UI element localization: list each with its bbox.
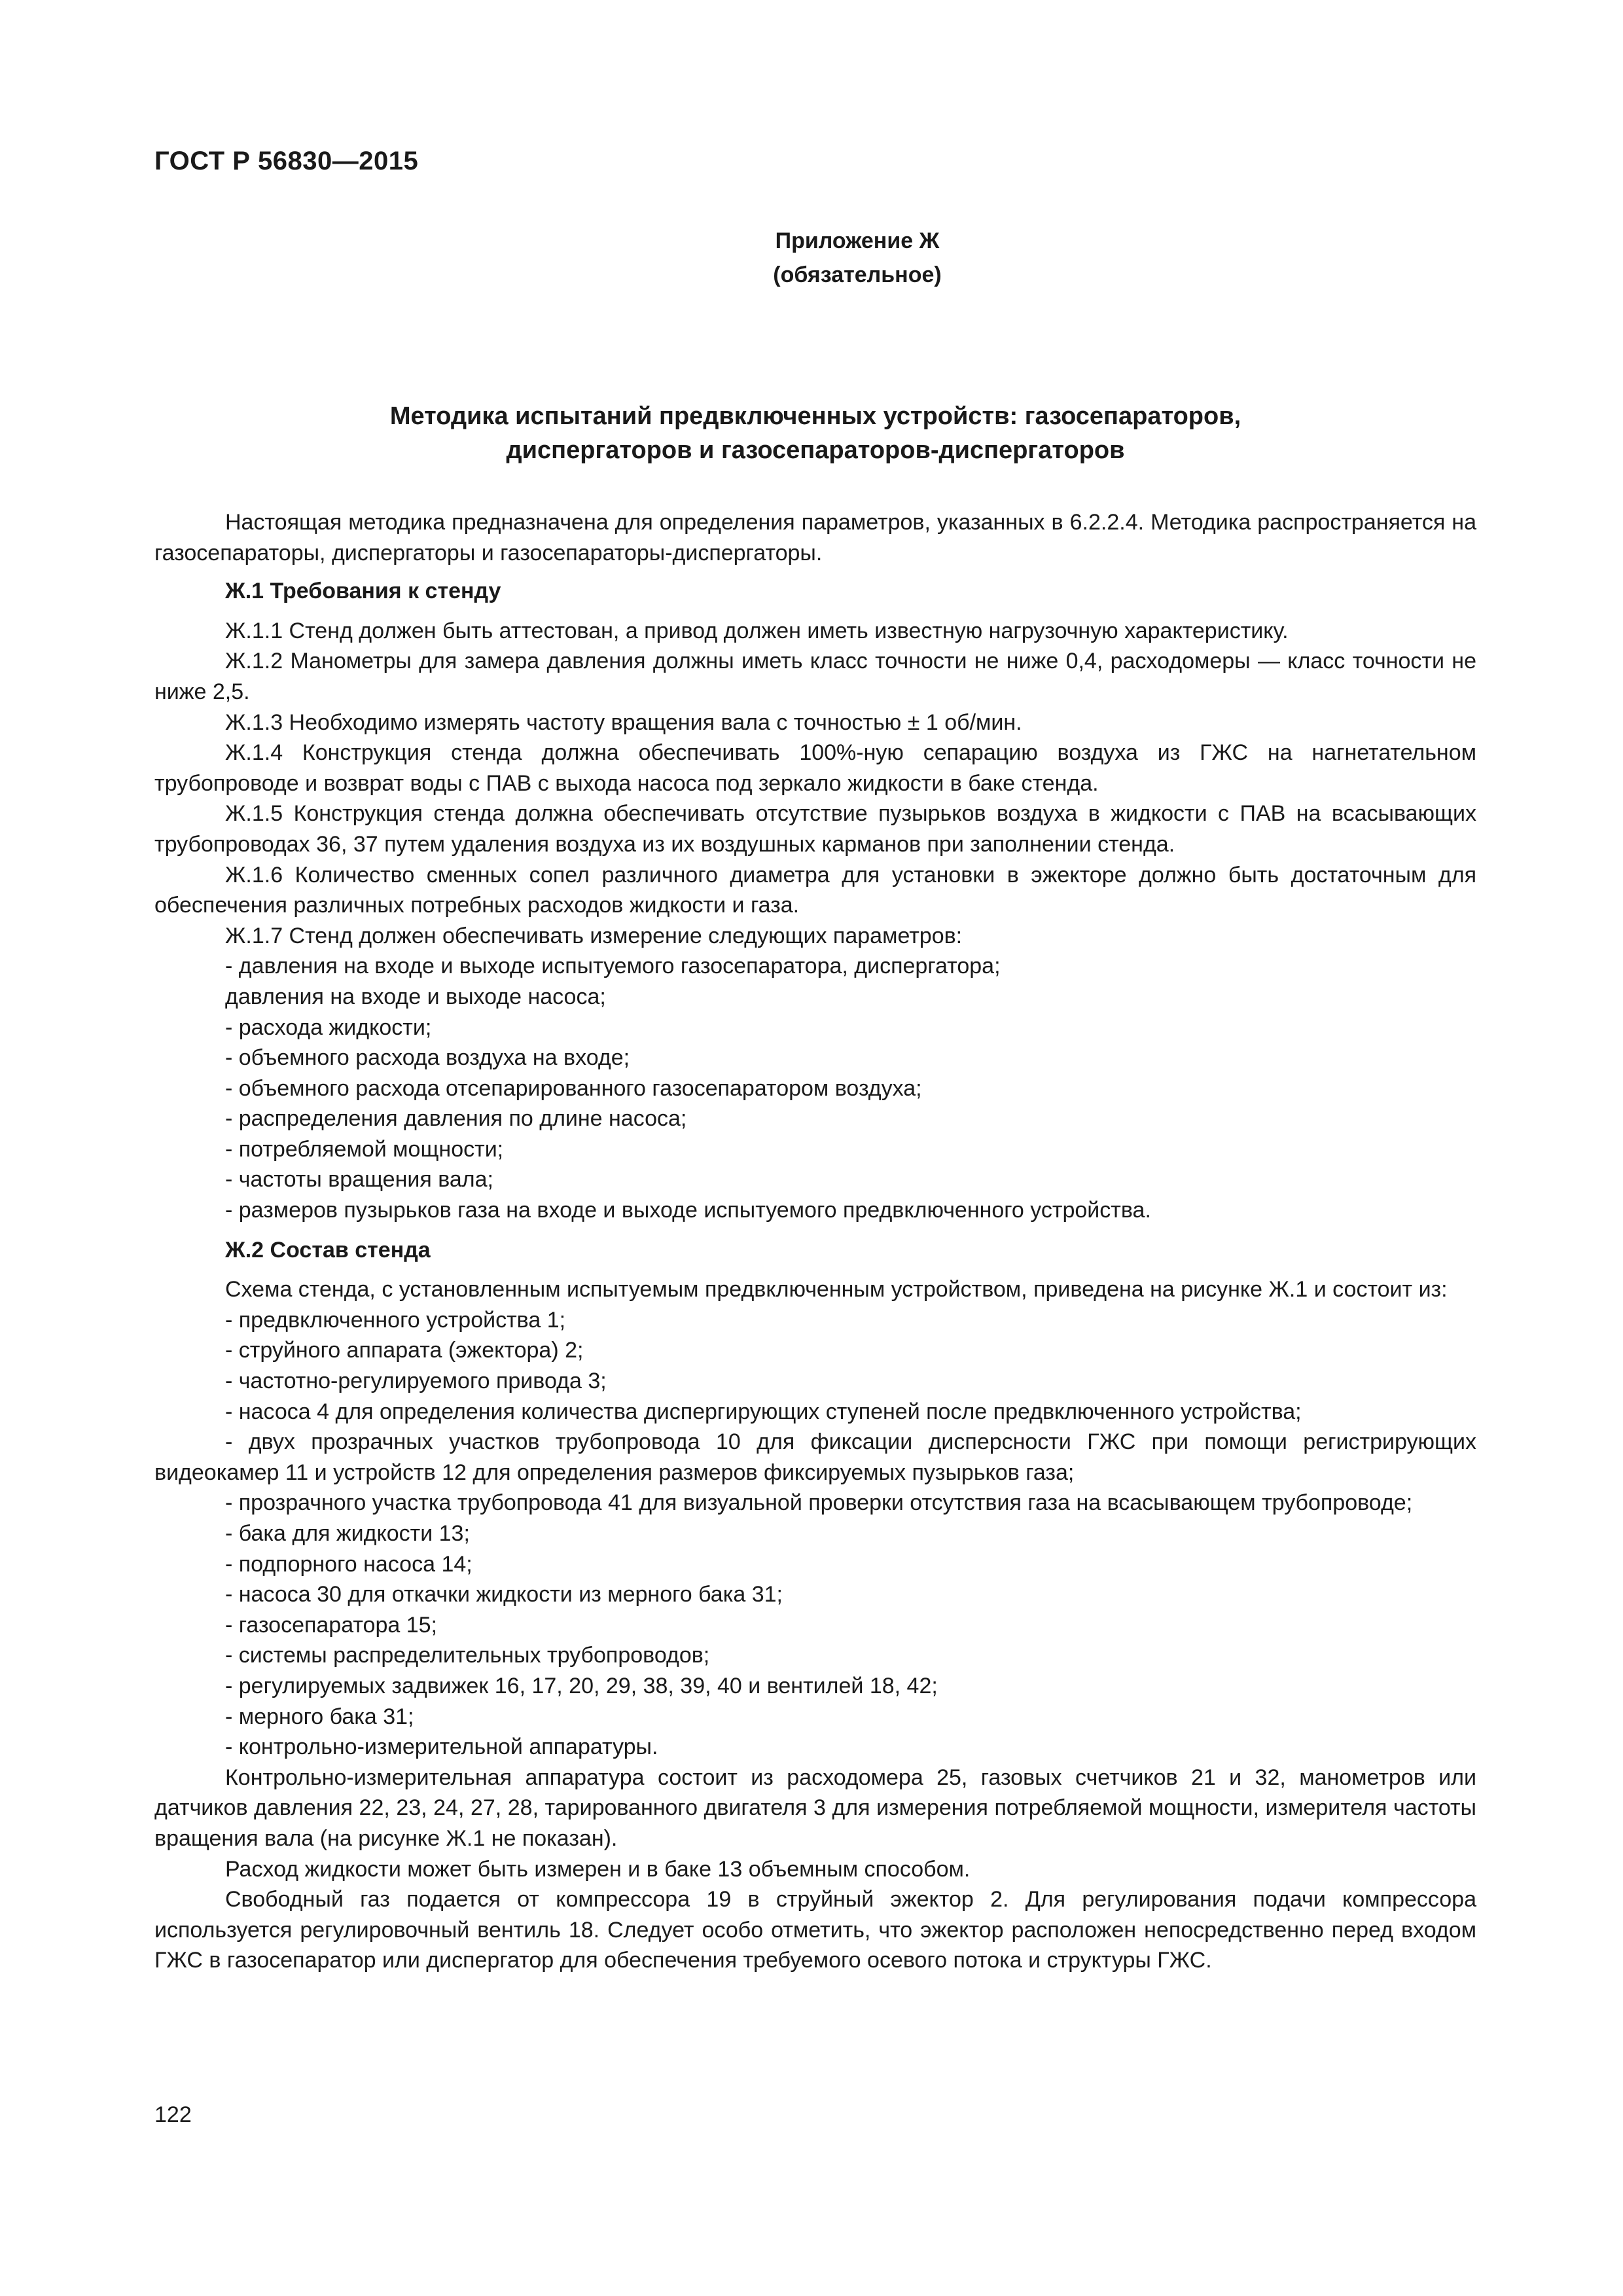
main-title-line-2: диспергаторов и газосепараторов-диспергаторов	[506, 437, 1125, 464]
clause-1-6: Ж.1.6 Количество сменных сопел различного диаметра для установки в эжекторе должно быть достаточным для обеспечения различных потребных расходов жидкости и газа.	[154, 862, 1476, 918]
list-item: - распределения давления по длине насоса;	[225, 1106, 687, 1132]
list-item: давления на входе и выходе насоса;	[225, 984, 606, 1009]
appendix-label	[0, 224, 1623, 292]
clause-1-1: Ж.1.1 Стенд должен быть аттестован, а привод должен иметь известную нагрузочную характеристику.	[225, 618, 1289, 643]
list-item: - предвключенного устройства 1;	[225, 1307, 566, 1333]
appendix-status: (обязательное)	[773, 262, 942, 287]
list-item: - бака для жидкости 13;	[225, 1521, 470, 1546]
list-item: - объемного расхода отсепарированного газосепаратором воздуха;	[225, 1075, 922, 1101]
main-title	[154, 399, 1476, 467]
list-item: - регулируемых задвижек 16, 17, 20, 29, 38, 39, 40 и вентилей 18, 42;	[225, 1673, 938, 1698]
list-item: - расхода жидкости;	[225, 1014, 432, 1040]
appendix-title: Приложение Ж	[775, 228, 940, 253]
free-gas-paragraph: Свободный газ подается от компрессора 19 в струйный эжектор 2. Для регулирования подачи компрессора используется регулировочный вентиль 18. Следует особо отметить, что эжектор расположен непосредственно перед входом ГЖС в газосепаратор или диспергатор для обеспечения требуемого осевого потока и структуры ГЖС.	[154, 1887, 1476, 1973]
flow-measurement-paragraph: Расход жидкости может быть измерен и в баке 13 объемным способом.	[225, 1856, 971, 1882]
intro-paragraph: Настоящая методика предназначена для определения параметров, указанных в 6.2.2.4. Методика распространяется на газосепараторы, диспергаторы и газосепараторы-диспергаторы.	[154, 510, 1476, 565]
components-list	[154, 1305, 1476, 1763]
list-item: - системы распределительных трубопроводов;	[225, 1643, 710, 1668]
list-item: - струйного аппарата (эжектора) 2;	[225, 1338, 584, 1363]
parameter-list	[154, 951, 1476, 1225]
clause-1-5: Ж.1.5 Конструкция стенда должна обеспечивать отсутствие пузырьков воздуха в жидкости с ПАВ на всасывающих трубопроводах 36, 37 путем удаления воздуха из их воздушных карманов при заполнении стенда.	[154, 801, 1476, 857]
document-header: ГОСТ Р 56830—2015	[154, 147, 419, 175]
section-2-heading: Ж.2 Состав стенда	[225, 1237, 431, 1263]
page-number: 122	[154, 2102, 192, 2127]
section-1-heading: Ж.1 Требования к стенду	[225, 579, 501, 604]
list-item: - размеров пузырьков газа на входе и выходе испытуемого предвключенного устройства.	[225, 1198, 1151, 1223]
list-item: - потребляемой мощности;	[225, 1136, 504, 1162]
clause-1-7: Ж.1.7 Стенд должен обеспечивать измерение следующих параметров:	[225, 923, 963, 948]
list-item: - контрольно-измерительной аппаратуры.	[225, 1734, 658, 1760]
list-item: - газосепаратора 15;	[225, 1612, 437, 1638]
list-item: - частоты вращения вала;	[225, 1167, 493, 1193]
section-2-intro: Схема стенда, с установленным испытуемым предвключенным устройством, приведена на рисунке Ж.1 и состоит из:	[225, 1277, 1448, 1302]
list-item: - двух прозрачных участков трубопровода 10 для фиксации дисперсности ГЖС при помощи регистрирующих видеокамер 11 и устройств 12 для определения размеров фиксируемых пузырьков газа;	[154, 1429, 1476, 1485]
main-title-line-1: Методика испытаний предвключенных устройств: газосепараторов,	[389, 403, 1241, 430]
list-item: - прозрачного участка трубопровода 41 для визуальной проверки отсутствия газа на всасывающем трубопроводе;	[225, 1490, 1413, 1516]
clause-1-3: Ж.1.3 Необходимо измерять частоту вращения вала с точностью ± 1 об/мин.	[225, 709, 1022, 735]
clause-1-4: Ж.1.4 Конструкция стенда должна обеспечивать 100%-ную сепарацию воздуха из ГЖС на нагнетательном трубопроводе и возврат воды с ПАВ с выхода насоса под зеркало жидкости в баке стенда.	[154, 740, 1476, 796]
document-body	[154, 507, 1476, 1976]
list-item: - мерного бака 31;	[225, 1704, 414, 1729]
list-item: - насоса 30 для откачки жидкости из мерного бака 31;	[225, 1582, 783, 1607]
list-item: - насоса 4 для определения количества диспергирующих ступеней после предвключенного устройства;	[225, 1399, 1302, 1424]
list-item: - давления на входе и выходе испытуемого газосепаратора, диспергатора;	[225, 954, 1001, 979]
clause-1-2: Ж.1.2 Манометры для замера давления должны иметь класс точности не ниже 0,4, расходомеры — класс точности не ниже 2,5.	[154, 649, 1476, 704]
list-item: - подпорного насоса 14;	[225, 1551, 473, 1577]
list-item: - объемного расхода воздуха на входе;	[225, 1045, 630, 1071]
instrumentation-paragraph: Контрольно-измерительная аппаратура состоит из расходомера 25, газовых счетчиков 21 и 32, манометров или датчиков давления 22, 23, 24, 27, 28, тарированного двигателя 3 для измерения потребляемой мощности, измерителя частоты вращения вала (на рисунке Ж.1 не показан).	[154, 1765, 1476, 1851]
list-item: - частотно-регулируемого привода 3;	[225, 1369, 607, 1394]
